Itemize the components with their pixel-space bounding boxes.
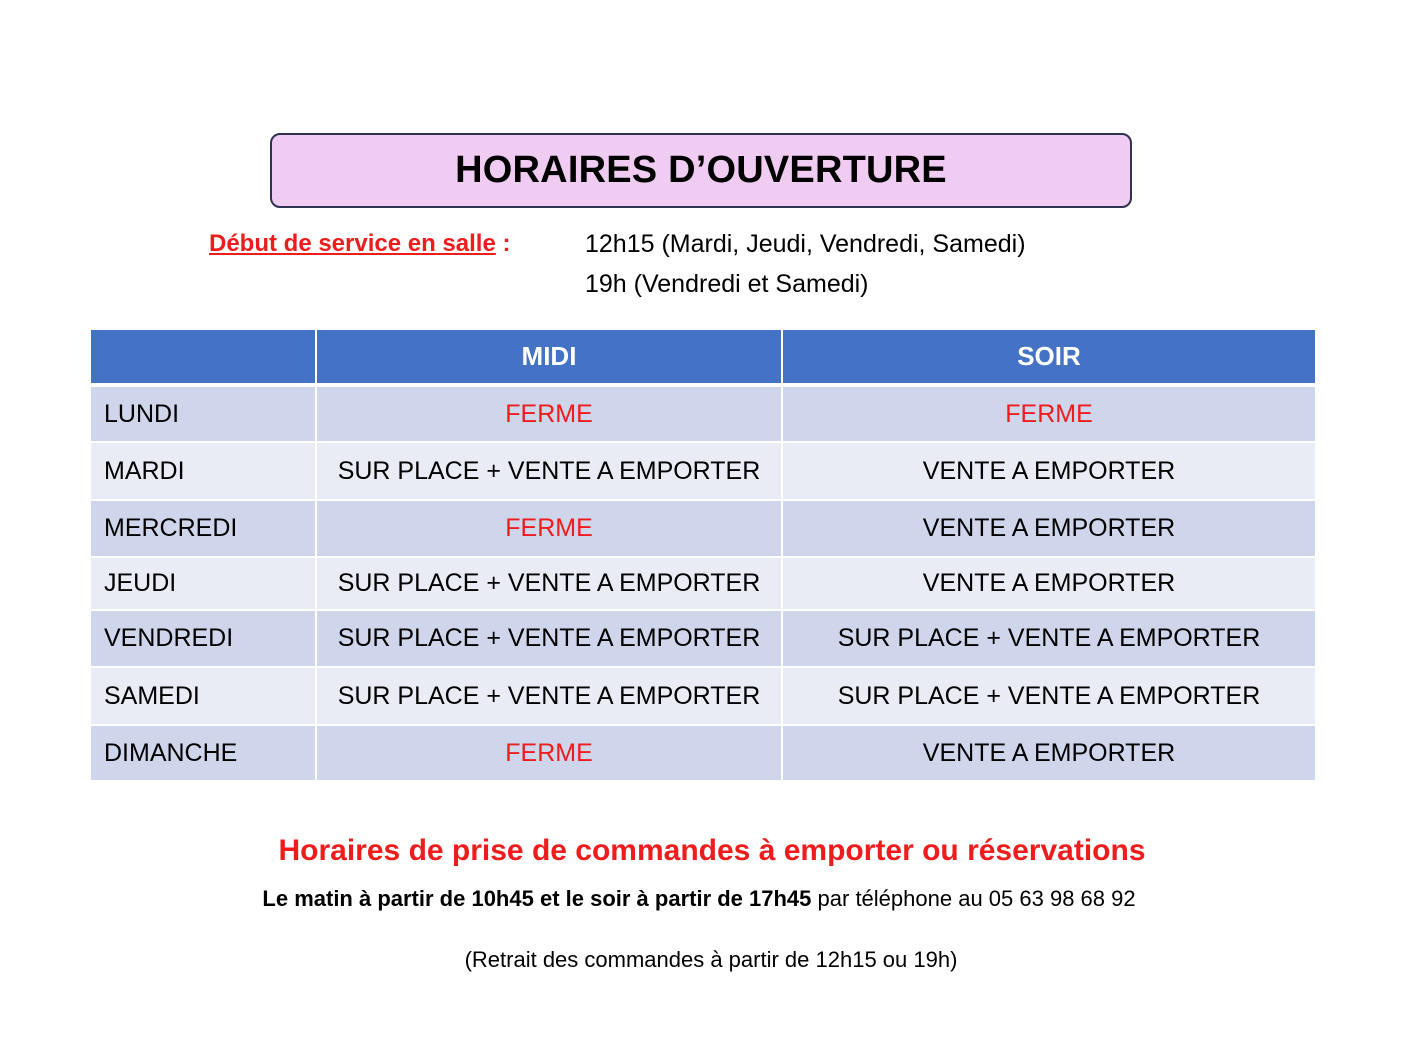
midi-cell: FERME <box>316 385 782 442</box>
day-cell: VENDREDI <box>90 610 316 667</box>
midi-cell: SUR PLACE + VENTE A EMPORTER <box>316 557 782 610</box>
day-cell: JEUDI <box>90 557 316 610</box>
day-cell: SAMEDI <box>90 667 316 725</box>
midi-cell: FERME <box>316 500 782 557</box>
table-row <box>90 610 1316 667</box>
soir-cell: VENTE A EMPORTER <box>782 725 1316 781</box>
orders-phone: par téléphone au 05 63 98 68 92 <box>811 886 1136 911</box>
service-time-soir: 19h (Vendredi et Samedi) <box>585 270 869 298</box>
header-soir: SOIR <box>782 329 1316 385</box>
orders-hours: Le matin à partir de 10h45 et le soir à partir de 17h45 <box>262 886 812 911</box>
soir-cell: SUR PLACE + VENTE A EMPORTER <box>782 610 1316 667</box>
header-midi: MIDI <box>316 329 782 385</box>
orders-title: Horaires de prise de commandes à emporter ou réservations <box>278 834 1146 867</box>
midi-cell: FERME <box>316 725 782 781</box>
day-cell: DIMANCHE <box>90 725 316 781</box>
title-banner <box>270 133 1132 208</box>
header-day <box>90 329 316 385</box>
table-row <box>90 442 1316 500</box>
day-cell: LUNDI <box>90 385 316 442</box>
soir-cell: VENTE A EMPORTER <box>782 500 1316 557</box>
table-row <box>90 667 1316 725</box>
soir-cell: SUR PLACE + VENTE A EMPORTER <box>782 667 1316 725</box>
midi-cell: SUR PLACE + VENTE A EMPORTER <box>316 610 782 667</box>
table-row <box>90 500 1316 557</box>
opening-hours-table <box>89 328 1317 782</box>
day-cell: MERCREDI <box>90 500 316 557</box>
service-label-text: Début de service en salle <box>209 230 496 257</box>
service-label <box>209 230 510 258</box>
service-label-separator: : <box>495 230 511 257</box>
day-cell: MARDI <box>90 442 316 500</box>
page-title: HORAIRES D’OUVERTURE <box>455 149 947 191</box>
midi-cell: SUR PLACE + VENTE A EMPORTER <box>316 667 782 725</box>
table-row <box>90 557 1316 610</box>
orders-phone-line <box>0 886 1398 912</box>
soir-cell: VENTE A EMPORTER <box>782 557 1316 610</box>
table-header-row <box>90 329 1316 385</box>
midi-cell: SUR PLACE + VENTE A EMPORTER <box>316 442 782 500</box>
table-row <box>90 725 1316 781</box>
table-row <box>90 385 1316 442</box>
service-time-midi: 12h15 (Mardi, Jeudi, Vendredi, Samedi) <box>585 230 1026 258</box>
pickup-note: (Retrait des commandes à partir de 12h15 ou 19h) <box>464 947 958 972</box>
soir-cell: FERME <box>782 385 1316 442</box>
soir-cell: VENTE A EMPORTER <box>782 442 1316 500</box>
